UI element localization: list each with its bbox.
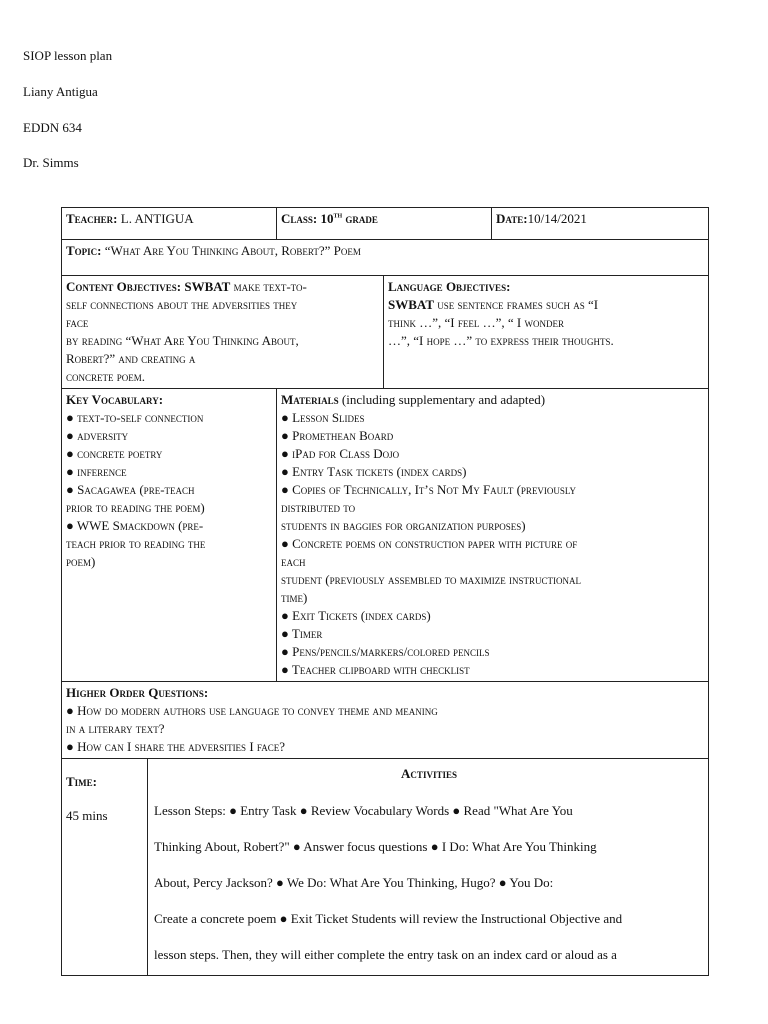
time-cell [62, 759, 148, 976]
instructor-name: Dr. Simms [23, 155, 79, 170]
topic-label: Topic: [66, 243, 102, 258]
class-sup: th [333, 209, 343, 220]
time-value: 45 mins [66, 808, 108, 823]
content-objectives-line: face [66, 315, 89, 330]
materials-item: ● iPad for Class Dojo [281, 446, 400, 461]
language-objectives-cell [384, 276, 709, 389]
row-objectives [62, 276, 709, 389]
content-objectives-swbat: SWBAT [181, 279, 231, 294]
vocabulary-cell [62, 389, 277, 682]
materials-item: ● Lesson Slides [281, 410, 365, 425]
teacher-cell [62, 208, 277, 240]
class-cell [277, 208, 492, 240]
time-label: Time: [66, 774, 97, 789]
vocabulary-item: ● concrete poetry [66, 446, 163, 461]
activities-line: Lesson Steps: ● Entry Task ● Review Vocabulary Words ● Read "What Are You [154, 803, 573, 818]
topic-value: “What Are You Thinking About, Robert?” Poem [101, 243, 361, 258]
topic-cell [62, 240, 709, 276]
materials-item: ● Promethean Board [281, 428, 394, 443]
materials-item: time) [281, 590, 308, 605]
activities-title: Activities [401, 766, 457, 781]
activities-line: Thinking About, Robert?" ● Answer focus questions ● I Do: What Are You Thinking [154, 839, 597, 854]
materials-item: distributed to [281, 500, 356, 515]
content-objectives-line: Robert?” and creating a [66, 351, 196, 366]
materials-item: ● Entry Task tickets (index cards) [281, 464, 467, 479]
class-grade: grade [342, 211, 378, 226]
date-value: 10/14/2021 [527, 211, 587, 226]
vocabulary-label: Key Vocabulary: [66, 392, 164, 407]
materials-item: students in baggies for organization purposes) [281, 518, 526, 533]
higher-order-item: ● How do modern authors use language to convey theme and meaning [66, 703, 438, 718]
content-objectives-line: concrete poem. [66, 369, 146, 384]
row-topic [62, 240, 709, 276]
vocabulary-item: ● WWE Smackdown (pre- [66, 518, 204, 533]
content-objectives-line: self connections about the adversities they [66, 297, 298, 312]
activities-line: lesson steps. Then, they will either complete the entry task on an index card or aloud as a [154, 947, 617, 962]
materials-item: ● Concrete poems on construction paper with picture of [281, 536, 578, 551]
activities-cell [148, 759, 709, 976]
activities-line: About, Percy Jackson? ● We Do: What Are You Thinking, Hugo? ● You Do: [154, 875, 554, 890]
vocabulary-item: ● Sacagawea (pre-teach [66, 482, 195, 497]
content-objectives-cell [62, 276, 384, 389]
language-objectives-line: …”, “I hope …” to express their thoughts. [388, 333, 614, 348]
language-objectives-line: think …”, “I feel …”, “ I wonder [388, 315, 564, 330]
content-objectives-label: Content Objectives: [66, 279, 182, 294]
doc-title: SIOP lesson plan [23, 48, 113, 63]
activities-line: Create a concrete poem ● Exit Ticket Students will review the Instructional Objective and [154, 911, 623, 926]
course-code: EDDN 634 [23, 120, 82, 135]
higher-order-label: Higher Order Questions: [66, 685, 209, 700]
materials-item: ● Exit Tickets (index cards) [281, 608, 431, 623]
row-teacher-class-date [62, 208, 709, 240]
vocabulary-item: ● text-to-self connection [66, 410, 204, 425]
materials-item: each [281, 554, 306, 569]
row-vocab-materials [62, 389, 709, 682]
vocabulary-item: poem) [66, 554, 96, 569]
materials-label: Materials [281, 392, 339, 407]
vocabulary-item: ● inference [66, 464, 127, 479]
row-activities [62, 759, 709, 976]
date-cell [492, 208, 709, 240]
author-name: Liany Antigua [23, 84, 98, 99]
class-label: Class: 10 [281, 211, 334, 226]
materials-item: student (previously assembled to maximize instructional [281, 572, 582, 587]
lesson-plan-table [61, 207, 709, 976]
date-label: Date: [496, 211, 528, 226]
materials-item: ● Copies of Technically, It’s Not My Fault (previously [281, 482, 577, 497]
teacher-label: Teacher: [66, 211, 118, 226]
vocabulary-item: teach prior to reading the [66, 536, 206, 551]
materials-note: (including supplementary and adapted) [338, 392, 546, 407]
vocabulary-item: ● adversity [66, 428, 129, 443]
content-objectives-line: by reading “What Are You Thinking About, [66, 333, 299, 348]
vocabulary-item: prior to reading the poem) [66, 500, 205, 515]
language-objectives-line: use sentence frames such as “I [434, 297, 599, 312]
language-objectives-label: Language Objectives: [388, 279, 511, 294]
materials-item: ● Timer [281, 626, 323, 641]
materials-item: ● Teacher clipboard with checklist [281, 662, 470, 677]
teacher-value: L. ANTIGUA [117, 211, 194, 226]
language-objectives-swbat: SWBAT [388, 297, 435, 312]
higher-order-item: in a literary text? [66, 721, 165, 736]
content-objectives-line: make text-to- [230, 279, 307, 294]
materials-item: ● Pens/pencils/markers/colored pencils [281, 644, 490, 659]
materials-cell [277, 389, 709, 682]
higher-order-item: ● How can I share the adversities I face? [66, 739, 286, 754]
row-higher-order [62, 682, 709, 759]
higher-order-cell [62, 682, 709, 759]
